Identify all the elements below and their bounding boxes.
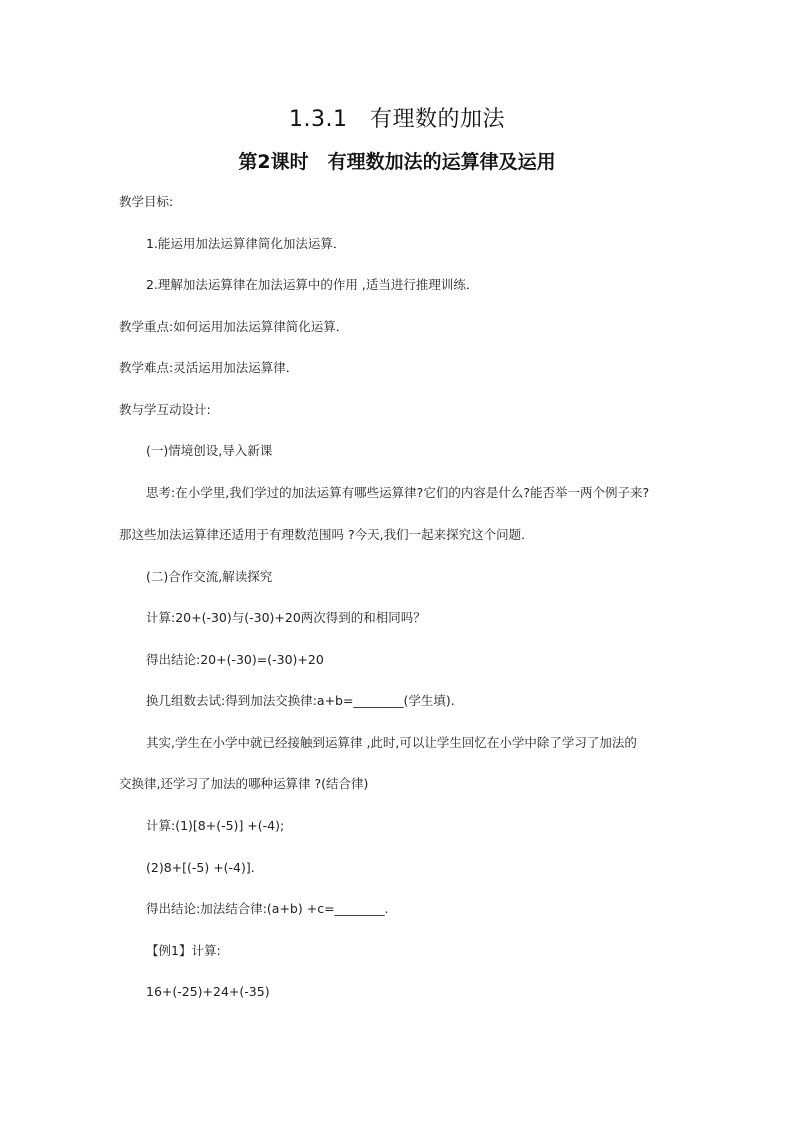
objective-2: 2.理解加法运算律在加法运算中的作用 ,适当进行推理训练．: [146, 277, 479, 292]
calc-question: 计算:20+(-30)与(-30)+20两次得到的和相同吗？: [146, 610, 426, 625]
key-point: 教学重点:如何运用加法运算律简化运算．: [119, 319, 349, 334]
calc-2: (2)8+[(-5) +(-4)].: [146, 860, 255, 875]
lesson-subtitle: 第2课时 有理数加法的运算律及运用: [238, 151, 556, 173]
subsection-1-heading: (一)情境创设,导入新课: [146, 443, 273, 458]
associative-law-fill: 得出结论:加法结合律:(a+b) +c=________.: [146, 901, 389, 916]
objective-1: 1.能运用加法运算律简化加法运算．: [146, 236, 346, 251]
paragraph-review-continued: 交换律,还学习了加法的哪种运算律 ?(结合律): [119, 776, 369, 791]
commutative-law-fill: 换几组数去试:得到加法交换律:a+b=________(学生填).: [146, 693, 455, 708]
lesson-title: 1.3.1 有理数的加法: [289, 107, 505, 132]
subsection-2-heading: (二)合作交流,解读探究: [146, 569, 273, 584]
calc-1: 计算:(1)[8+(-5)] +(-4);: [146, 818, 285, 833]
paragraph-think-continued: 那这些加法运算律还适用于有理数范围吗 ?今天,我们一起来探究这个问题．: [119, 527, 534, 542]
example-1-expression: 16+(-25)+24+(-35): [146, 984, 270, 999]
section-heading-interaction: 教与学互动设计:: [119, 402, 211, 417]
paragraph-think: 思考:在小学里,我们学过的加法运算有哪些运算律?它们的内容是什么?能否举一两个例子来?: [146, 485, 650, 500]
conclusion-commutative: 得出结论:20+(-30)=(-30)+20: [146, 652, 324, 667]
example-1-heading: 【例1】计算:: [146, 943, 221, 958]
difficult-point: 教学难点:灵活运用加法运算律．: [119, 360, 299, 375]
paragraph-review: 其实,学生在小学中就已经接触到运算律 ,此时,可以让学生回忆在小学中除了学习了加法的: [146, 735, 637, 750]
section-heading-objectives: 教学目标:: [119, 194, 174, 209]
